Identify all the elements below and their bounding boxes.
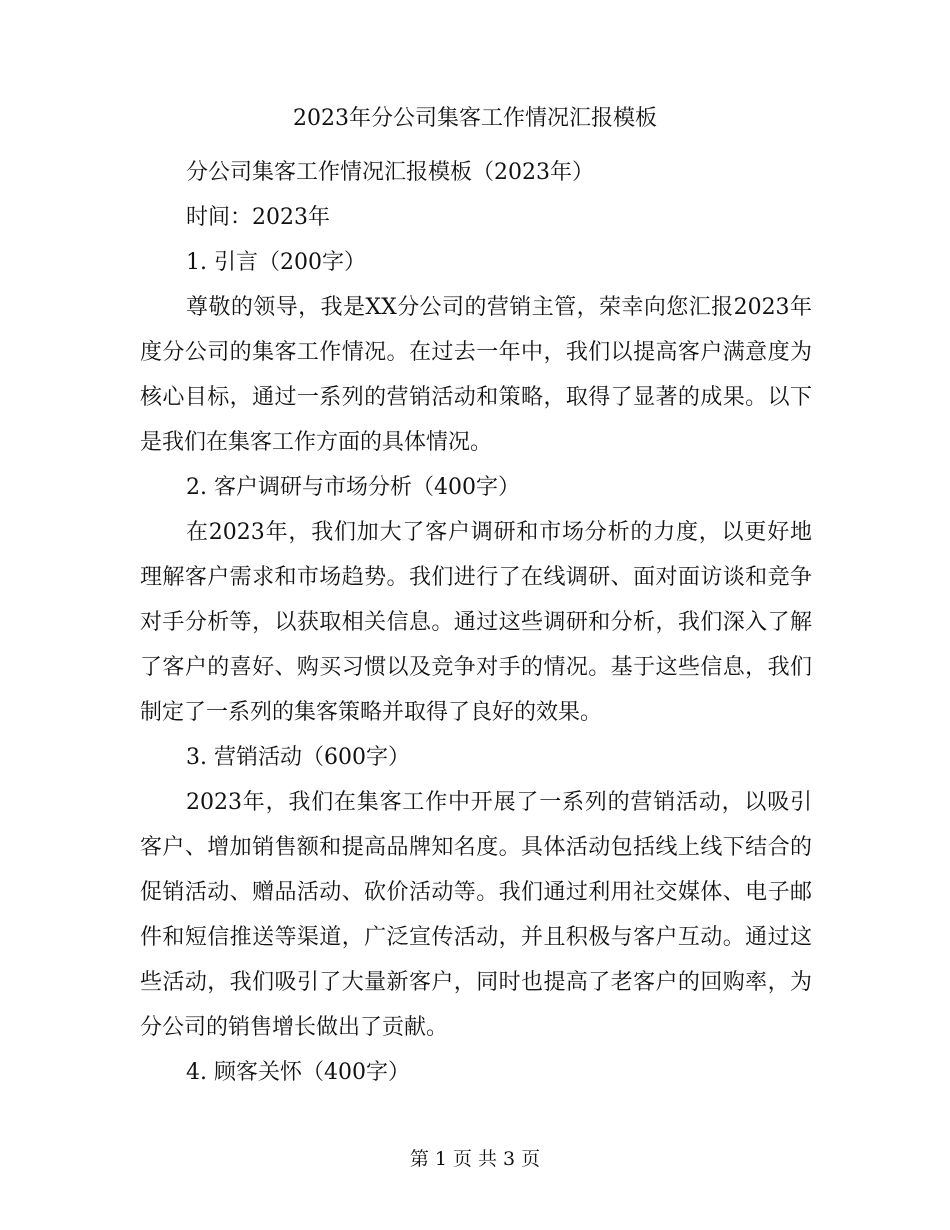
document-body <box>140 150 812 1095</box>
section-heading-customer-care: 4. 顾客关怀（400字） <box>186 1060 410 1085</box>
section-heading-research: 2. 客户调研与市场分析（400字） <box>186 475 520 500</box>
section-paragraph-marketing: 2023年，我们在集客工作中开展了一系列的营销活动，以吸引客户、增加销售额和提高品牌知名度。具体活动包括线上线下结合的促销活动、赠品活动、砍价活动等。我们通过利用社交媒体、电子邮件和短信推送等渠道，广泛宣传活动，并且积极与客户互动。通过这些活动，我们吸引了大量新客户，同时也提高了老客户的回购率，为分公司的销售增长做出了贡献。 <box>140 790 812 1040</box>
section-paragraph-research: 在2023年，我们加大了客户调研和市场分析的力度，以更好地理解客户需求和市场趋势。我们进行了在线调研、面对面访谈和竞争对手分析等，以获取相关信息。通过这些调研和分析，我们深入了解了客户的喜好、购买习惯以及竞争对手的情况。基于这些信息，我们制定了一系列的集客策略并取得了良好的效果。 <box>140 520 812 725</box>
page-indicator: 第 1 页 共 3 页 <box>409 1148 541 1170</box>
section-heading-intro: 1. 引言（200字） <box>186 250 366 275</box>
time-line: 时间：2023年 <box>186 205 330 230</box>
document-subtitle: 分公司集客工作情况汇报模板（2023年） <box>186 160 594 185</box>
section-paragraph-intro: 尊敬的领导，我是XX分公司的营销主管，荣幸向您汇报2023年度分公司的集客工作情况。在过去一年中，我们以提高客户满意度为核心目标，通过一系列的营销活动和策略，取得了显著的成果。以下是我们在集客工作方面的具体情况。 <box>140 295 812 455</box>
section-heading-marketing: 3. 营销活动（600字） <box>186 745 410 770</box>
document-title: 2023年分公司集客工作情况汇报模板 <box>293 106 657 131</box>
